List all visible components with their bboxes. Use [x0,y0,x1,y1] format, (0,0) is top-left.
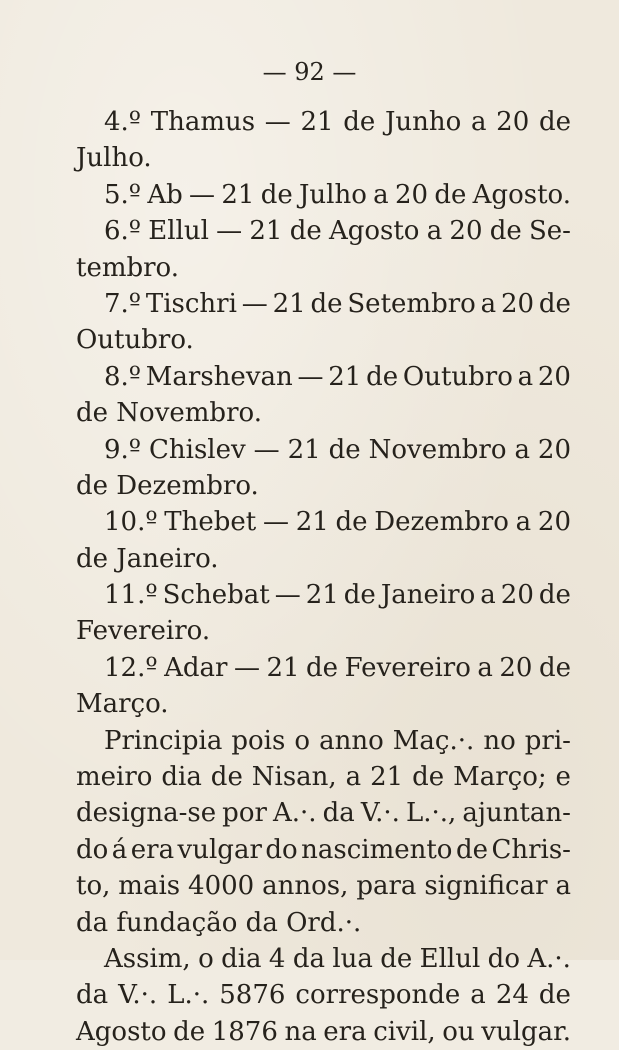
word: V.·. [118,980,158,1011]
word: e [555,762,571,793]
text-line [76,177,571,213]
text-line [76,322,571,358]
word: nascimento [301,834,453,865]
word: da [292,943,325,974]
word: Novembro. [116,398,262,429]
word: V.·. [360,798,400,829]
word: 10.º [104,507,158,538]
word: de [455,834,488,865]
word: de [538,980,571,1011]
text-line [76,723,571,759]
word: 20 [500,288,535,319]
word: da [76,980,109,1011]
word: 12.º [104,652,158,683]
word: 24 [495,980,529,1011]
text-line [76,686,571,722]
word: A.·. [272,798,317,829]
word: Maç.·. [392,725,475,756]
word: de [210,762,243,793]
word: 21 [328,361,362,392]
word: — [264,107,291,137]
word: a [480,580,496,611]
word: A.·. [527,943,571,974]
word: Thamus [150,107,256,137]
word: Chris- [491,834,571,865]
word: lua [332,943,373,974]
word: 21 [249,216,283,247]
text-line [76,795,571,831]
word: a [555,871,571,902]
word: 7.º [104,288,142,319]
word: Assim, [104,943,191,974]
word: tembro. [76,252,180,283]
word: L.·. [167,980,210,1011]
word: Março; [453,762,547,793]
word: to, [76,871,111,902]
word: 4 [268,943,286,974]
word: do [76,834,109,865]
word: — [241,288,268,319]
word: de [306,652,339,683]
word: no [483,725,516,756]
word: pois [231,725,286,756]
word: Fevereiro [344,652,471,683]
word: — [262,507,289,538]
word: 21 [266,652,300,683]
word: Janeiro [380,580,476,611]
word: de [173,1016,206,1047]
word: de [538,107,571,137]
text-line [76,395,571,431]
word: Ord.·. [286,907,362,938]
word: 21 [221,179,255,210]
word: 20 [499,652,533,683]
word: de [366,361,399,392]
word: 4.º [104,107,142,137]
word: 5.º [104,179,142,210]
word: 21 [370,762,404,793]
word: para [356,871,417,902]
word: Novembro [368,434,507,465]
text-line [76,650,571,686]
word: do [265,834,298,865]
body-text [76,104,571,1050]
word: — [216,216,243,247]
word: a [373,179,389,210]
text-line [76,504,571,540]
word: era [130,834,175,865]
word: Ellul [419,943,481,974]
word: fundação [116,907,238,938]
word: dia [161,762,202,793]
word: Se- [528,216,571,247]
word: Marshevan [145,361,293,392]
word: da [76,907,109,938]
word: 20 [500,580,534,611]
word: Dezembro [374,507,509,538]
text-line [76,905,571,941]
word: dia [221,943,262,974]
word: 20 [394,179,429,210]
word: Agosto [76,1016,167,1047]
word: vulgar [177,834,262,865]
word: 21 [305,580,339,611]
word: 20 [449,216,483,247]
word: Julho. [76,143,152,174]
word: do [487,943,520,974]
page-number: — 92 — [262,58,357,86]
word: a [470,980,486,1011]
word: na [284,1016,317,1047]
word: Agosto. [472,179,571,210]
word: meiro [76,762,153,793]
word: 20 [496,107,530,137]
word: — [233,652,260,683]
word: civil, [373,1016,436,1047]
text-line [76,286,571,322]
word: o [294,725,311,756]
word: 6.º [104,216,142,247]
word: da [245,907,278,938]
word: de [76,543,109,574]
word: Ab [147,179,183,210]
word: de [260,179,293,210]
word: — [253,434,280,465]
text-line [76,140,571,176]
word: de [538,652,571,683]
word: á [111,834,128,865]
word: 8.º [104,361,142,392]
word: 21 [295,507,329,538]
text-line [76,250,571,286]
text-line [76,941,571,977]
word: Schebat [162,580,270,611]
word: 5876 [219,980,286,1011]
text-line [76,759,571,795]
word: de [538,580,571,611]
text-line [76,868,571,904]
word: ou [442,1016,475,1047]
word: anno [319,725,384,756]
word: Dezembro. [116,470,259,501]
word: Chislev [149,434,246,465]
word: 20 [537,361,571,392]
text-line [76,104,571,140]
word: mais [118,871,181,902]
word: Fevereiro. [76,616,211,647]
word: designa-se [76,798,217,829]
text-line [76,468,571,504]
word: a [514,434,530,465]
word: por [222,798,267,829]
word: Agosto [328,216,420,247]
word: a [470,107,487,137]
word: 1876 [211,1016,278,1047]
word: 20 [537,434,571,465]
word: de [335,507,368,538]
word: era [323,1016,367,1047]
word: de [76,398,109,429]
word: 11.º [104,580,158,611]
word: o [198,943,214,974]
text-line [76,832,571,868]
word: Setembro [347,288,476,319]
word: significar [424,871,548,902]
word: L.·., [405,798,457,829]
text-line [76,432,571,468]
word: Outubro [402,361,513,392]
word: de [310,288,343,319]
word: Principia [104,725,223,756]
word: de [434,179,467,210]
word: 20 [537,507,571,538]
word: a [477,652,493,683]
word: da [322,798,355,829]
word: de [328,434,361,465]
word: Janeiro. [116,543,219,574]
word: Nisan, [251,762,337,793]
text-line [76,359,571,395]
word: a [426,216,443,247]
word: Ellul [148,216,209,247]
word: vulgar. [481,1016,571,1047]
text-line [76,577,571,613]
word: a [345,762,362,793]
word: ajuntan- [462,798,571,829]
text-line [76,1014,571,1050]
word: 21 [287,434,321,465]
word: 21 [300,107,334,137]
word: a [515,507,532,538]
word: — [189,179,216,210]
word: Adar [164,652,228,683]
word: Março. [76,689,169,720]
word: — [297,361,324,392]
word: Julho [299,179,367,210]
text-line [76,613,571,649]
word: de [412,762,445,793]
word: pri- [524,725,571,756]
word: Outubro. [76,325,194,356]
text-line [76,213,571,249]
word: de [289,216,322,247]
text-line [76,977,571,1013]
word: de [343,107,376,137]
word: de [538,288,571,319]
word: Tischri [145,288,237,319]
text-line [76,541,571,577]
word: de [380,943,413,974]
word: Junho [384,107,462,137]
word: — [274,580,301,611]
word: annos, [262,871,349,902]
word: 4000 [188,871,255,902]
word: corresponde [295,980,461,1011]
word: 9.º [104,434,142,465]
word: a [480,288,497,319]
word: a [517,361,534,392]
word: 21 [272,288,306,319]
word: Thebet [164,507,257,538]
word: de [343,580,376,611]
word: de [489,216,522,247]
word: de [76,470,109,501]
